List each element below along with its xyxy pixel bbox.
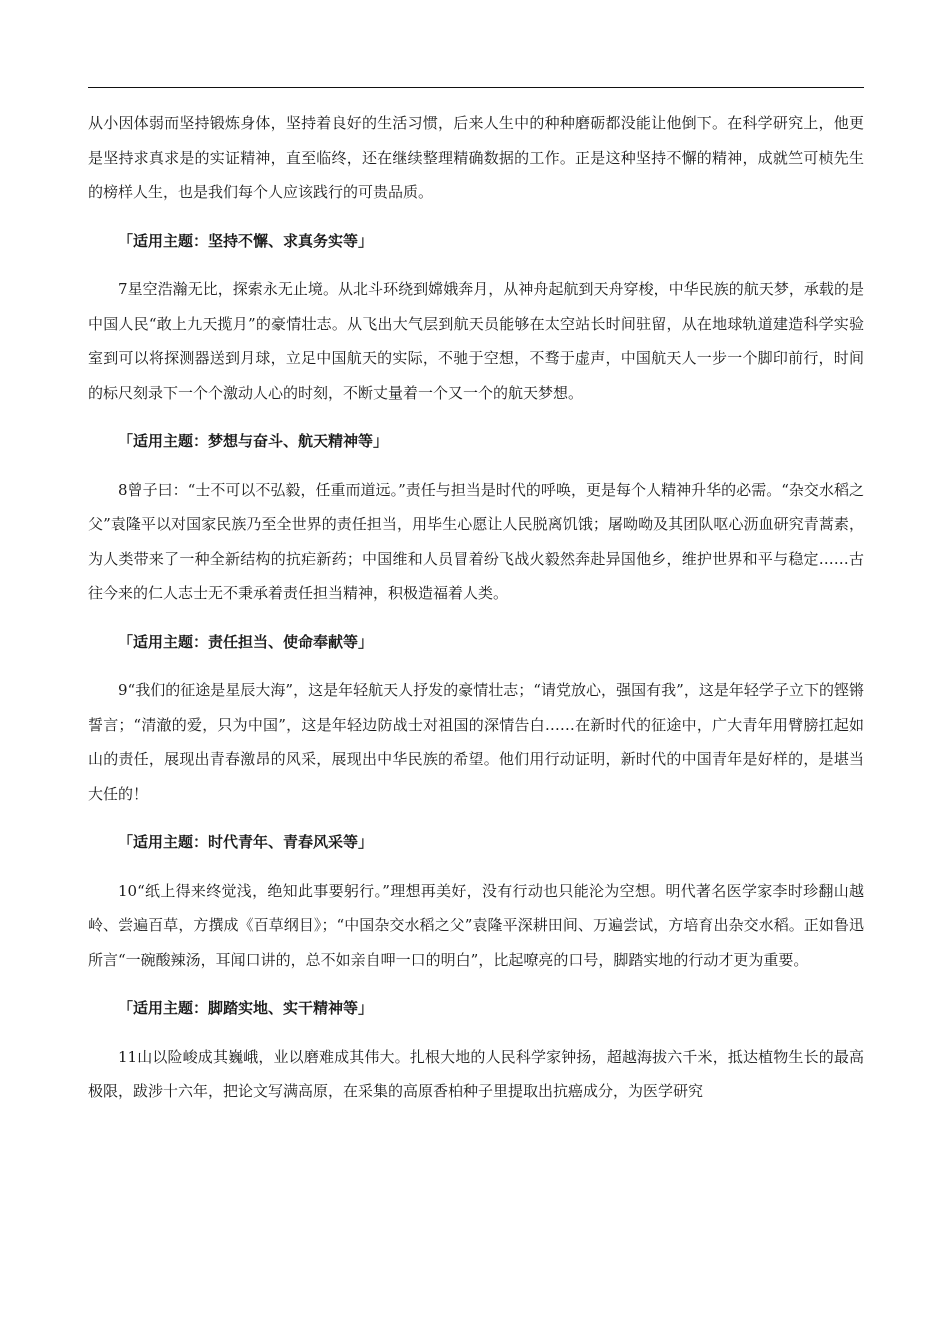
paragraph-10: 10“纸上得来终觉浅，绝知此事要躬行。”理想再美好，没有行动也只能沦为空想。明代著名医学家李时珍翻山越岭、尝遍百草，方撰成《百草纲目》；“中国杂交水稻之父”袁隆平深耕田间、万遍尝试，方培育出杂交水稻。正如鲁迅所言“一碗酸辣汤，耳闻口讲的，总不如亲自呷一口的明白”，比起嘹亮的口号，脚踏实地的行动才更为重要。 xyxy=(88,881,864,969)
paragraph-8: 8曾子曰：“士不可以不弘毅，任重而道远。”责任与担当是时代的呼唤，更是每个人精神升华的必需。“杂交水稻之父”袁隆平以对国家民族乃至全世界的责任担当，用毕生心愿让人民脱离饥饿；屠呦呦及其团队呕心沥血研究青蒿素，为人类带来了一种全新结构的抗疟新药；中国维和人员冒着纷飞战火毅然奔赴异国他乡，维护世界和平与稳定……古往今来的仁人志士无不秉承着责任担当精神，积极造福着人类。 xyxy=(88,480,864,602)
paragraph-7: 7星空浩瀚无比，探索永无止境。从北斗环绕到嫦娥奔月，从神舟起航到天舟穿梭，中华民族的航天梦，承载的是中国人民“敢上九天揽月”的豪情壮志。从飞出大气层到航天员能够在太空站长时间驻留，从在地球轨道建造科学实验室到可以将探测器送到月球，立足中国航天的实际，不驰于空想，不骛于虚声，中国航天人一步一个脚印前行，时间的标尺刻录下一个个激动人心的时刻，不断丈量着一个又一个的航天梦想。 xyxy=(88,280,864,402)
topic-label: 「适用主题：脚踏实地、实干精神等」 xyxy=(118,999,374,1017)
paragraph-6-continuation: 从小因体弱而坚持锻炼身体，坚持着良好的生活习惯，后来人生中的种种磨砺都没能让他倒下。在科学研究上，他更是坚持求真求是的实证精神，直至临终，还在继续整理精确数据的工作。正是这种坚持不懈的精神，成就竺可桢先生的榜样人生，也是我们每个人应该践行的可贵品质。 xyxy=(88,114,864,201)
document-body xyxy=(88,106,864,1123)
paragraph-11: 11山以险峻成其巍峨，业以磨难成其伟大。扎根大地的人民科学家钟扬，超越海拔六千米，抵达植物生长的最高极限，跋涉十六年，把论文写满高原，在采集的高原香柏种子里提取出抗癌成分，为医学研究 xyxy=(88,1047,864,1100)
topic-label: 「适用主题：责任担当、使命奉献等」 xyxy=(118,632,374,651)
topic-label: 「适用主题：梦想与奋斗、航天精神等」 xyxy=(118,432,389,450)
header-rule xyxy=(88,87,864,88)
topic-label: 「适用主题：坚持不懈、求真务实等」 xyxy=(118,231,374,250)
paragraph-9: 9“我们的征途是星辰大海”，这是年轻航天人抒发的豪情壮志；“请党放心，强国有我”，这是年轻学子立下的铿锵誓言；“清澈的爱，只为中国”，这是年轻边防战士对祖国的深情告白……在新时代的征途中，广大青年用臂膀扛起如山的责任，展现出青春激昂的风采，展现出中华民族的希望。他们用行动证明，新时代的中国青年是好样的，是堪当大任的！ xyxy=(88,681,864,803)
topic-label: 「适用主题：时代青年、青春风采等」 xyxy=(118,833,374,851)
